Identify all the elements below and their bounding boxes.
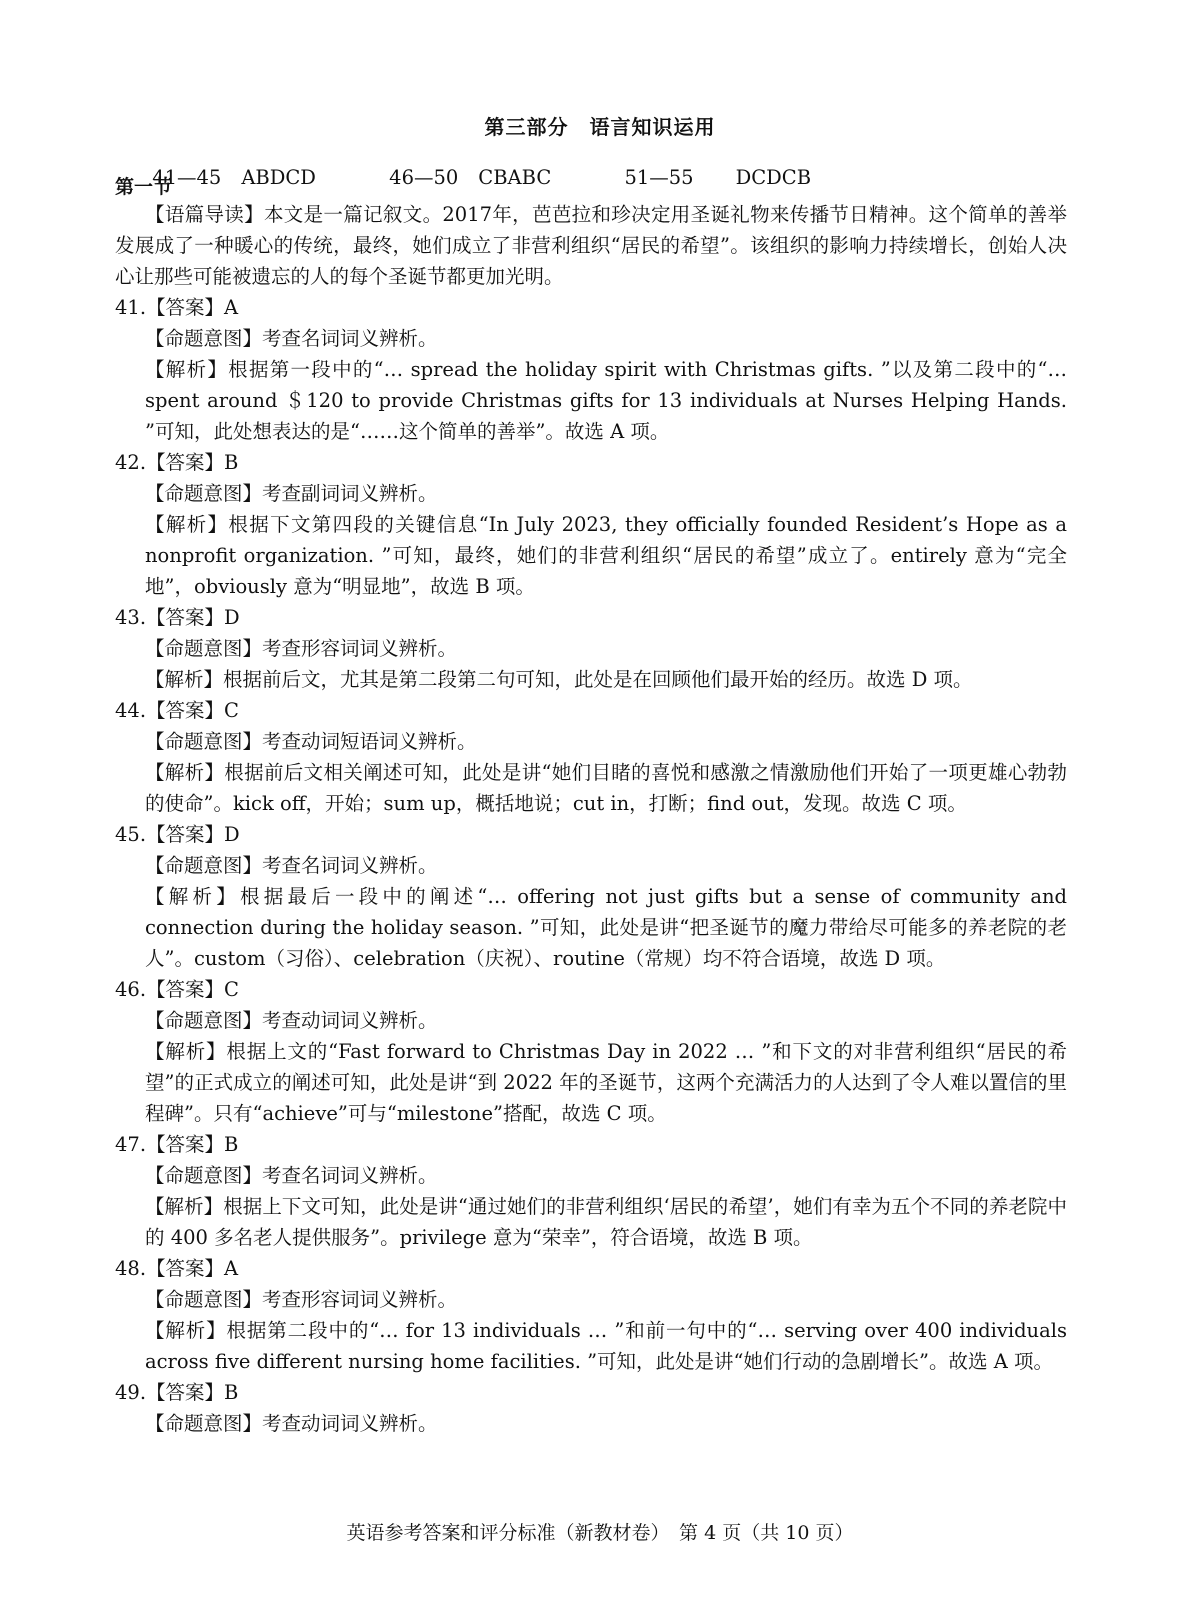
answer-letters: CBABC xyxy=(478,166,552,189)
section-title: 第一节 xyxy=(115,176,173,198)
answer-range: 51—55 xyxy=(624,166,694,189)
question-answer: 48.【答案】A xyxy=(115,1257,239,1280)
answer-letters: DCDCB xyxy=(735,166,812,189)
question-analysis: 【解析】根据前后文，尤其是第二段第二句可知，此处是在回顾他们最开始的经历。故选 D 项。 xyxy=(145,668,973,691)
question-answer: 46.【答案】C xyxy=(115,978,239,1001)
question-answer: 44.【答案】C xyxy=(115,699,239,722)
question-answer: 42.【答案】B xyxy=(115,451,239,474)
question-answer: 49.【答案】B xyxy=(115,1381,239,1404)
answer-letters: ABDCD xyxy=(241,166,316,189)
question-explanations xyxy=(115,199,1067,1439)
page-footer: 英语参考答案和评分标准（新教材卷） 第 4 页（共 10 页） xyxy=(346,1522,854,1544)
question-analysis: 【解析】根据第二段中的“… for 13 individuals … ”和前一句中的“… serving over 400 individuals across five different nursing home facilities. ”可知，此处是讲“她们行动的急剧增长”。故选 A 项。 xyxy=(145,1319,1067,1373)
answer-range: 46—50 xyxy=(389,166,459,189)
question-answer: 45.【答案】D xyxy=(115,823,240,846)
question-intent: 【命题意图】考查副词词义辨析。 xyxy=(145,482,438,505)
answer-range: 41—45 xyxy=(152,166,222,189)
question-analysis: 【解析】根据前后文相关阐述可知，此处是讲“她们目睹的喜悦和感激之情激励他们开始了一项更雄心勃勃的使命”。kick off，开始；sum up，概括地说；cut in，打断；find out，发现。故选 C 项。 xyxy=(145,761,1067,815)
question-intent: 【命题意图】考查形容词词义辨析。 xyxy=(145,637,458,660)
part-title: 第三部分 语言知识运用 xyxy=(484,115,716,139)
question-answer: 47.【答案】B xyxy=(115,1133,239,1156)
question-intent: 【命题意图】考查动词短语词义辨析。 xyxy=(145,730,477,753)
question-analysis: 【解析】根据下文第四段的关键信息“In July 2023, they officially founded Resident’s Hope as a nonprofit organization. ”可知，最终，她们的非营利组织“居民的希望”成立了。entirely 意为“完全地”，obviously 意为“明显地”，故选 B 项。 xyxy=(145,513,1067,598)
question-intent: 【命题意图】考查动词词义辨析。 xyxy=(145,1412,438,1435)
question-analysis: 【解析】根据最后一段中的阐述“… offering not just gifts but a sense of community and connection during the holiday season. ”可知，此处是讲“把圣诞节的魔力带给尽可能多的养老院的老人”。custom（习俗）、celebration（庆祝）、routine（常规）均不符合语境，故选 D 项。 xyxy=(145,885,1067,970)
question-intent: 【命题意图】考查形容词词义辨析。 xyxy=(145,1288,458,1311)
question-intent: 【命题意图】考查名词词义辨析。 xyxy=(145,1164,438,1187)
passage-intro: 【语篇导读】本文是一篇记叙文。2017年，芭芭拉和珍决定用圣诞礼物来传播节日精神。这个简单的善举发展成了一种暖心的传统，最终，她们成立了非营利组织“居民的希望”。该组织的影响力持续增长，创始人决心让那些可能被遗忘的人的每个圣诞节都更加光明。 xyxy=(115,203,1067,288)
question-answer: 41.【答案】A xyxy=(115,296,239,319)
question-analysis: 【解析】根据上下文可知，此处是讲“通过她们的非营利组织‘居民的希望’，她们有幸为五个不同的养老院中的 400 多名老人提供服务”。privilege 意为“荣幸”，符合语境，故选 B 项。 xyxy=(145,1195,1067,1249)
question-analysis: 【解析】根据第一段中的“… spread the holiday spirit with Christmas gifts. ”以及第二段中的“… spent around ＄120 to provide Christmas gifts for 13 individuals at Nurses Helping Hands. ”可知，此处想表达的是“……这个简单的善举”。故选 A 项。 xyxy=(145,358,1067,443)
question-answer: 43.【答案】D xyxy=(115,606,240,629)
question-intent: 【命题意图】考查名词词义辨析。 xyxy=(145,327,438,350)
question-intent: 【命题意图】考查动词词义辨析。 xyxy=(145,1009,438,1032)
question-analysis: 【解析】根据上文的“Fast forward to Christmas Day in 2022 … ”和下文的对非营利组织“居民的希望”的正式成立的阐述可知，此处是讲“到 2022 年的圣诞节，这两个充满活力的人达到了令人难以置信的里程碑”。只有“achieve”可与“milestone”搭配，故选 C 项。 xyxy=(145,1040,1067,1125)
question-intent: 【命题意图】考查名词词义辨析。 xyxy=(145,854,438,877)
